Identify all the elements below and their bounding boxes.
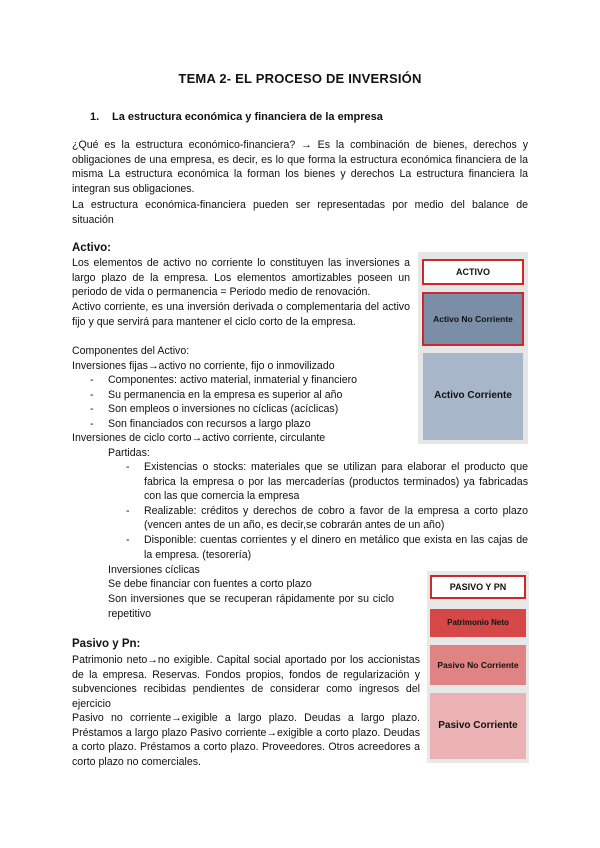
- activo-corriente-paragraph: Activo corriente, es una inversión derivada o complementaria del activo fijo y que servirá para mantener el ciclo corto de la empresa.: [72, 301, 410, 328]
- list-item: - Disponible: cuentas corrientes y el dinero en metálico que exista en las cajas de la empresa. (tesorería): [126, 533, 528, 562]
- list-item: - Realizable: créditos y derechos de cobro a favor de la empresa a corto plazo (vencen antes de un año, es decir,se cobrarán antes de un año): [126, 504, 528, 533]
- section-number: 1.: [90, 111, 100, 123]
- inversiones-ciclicas-line-2: Son inversiones que se recuperan rápidamente por su ciclo repetitivo: [108, 593, 394, 620]
- partidas-title: Partidas:: [108, 447, 150, 459]
- activo-corriente-box: Activo Corriente: [423, 353, 523, 440]
- inversiones-ciclicas-line-1: Se debe financiar con fuentes a corto plazo: [108, 578, 312, 590]
- pasivo-no-corriente-box: Pasivo No Corriente: [430, 645, 526, 685]
- list-item: - Componentes: activo material, inmaterial y financiero: [90, 373, 410, 388]
- inversiones-ciclicas-title: Inversiones cíclicas: [108, 564, 200, 576]
- activo-no-corriente-box: Activo No Corriente: [422, 292, 524, 346]
- activo-header-box: ACTIVO: [422, 259, 524, 285]
- inversiones-fijas-list: [90, 373, 410, 431]
- partidas-list: [126, 460, 528, 562]
- section-heading: [90, 110, 383, 125]
- patrimonio-paragraph: Patrimonio neto→no exigible. Capital social aportado por los accionistas de la empresa. Reservas. Fondos propios, fondos de regularización y subvenciones recibidas pendientes de considerar como ingresos del ejercicio: [72, 654, 420, 710]
- list-item: - Son financiados con recursos a largo plazo: [90, 417, 410, 432]
- activo-heading: Activo:: [72, 242, 111, 254]
- pasivo-heading: Pasivo y Pn:: [72, 638, 141, 650]
- page-title: TEMA 2- EL PROCESO DE INVERSIÓN: [178, 71, 422, 86]
- patrimonio-neto-box: Patrimonio Neto: [430, 609, 526, 637]
- activo-paragraph: Los elementos de activo no corriente lo constituyen las inversiones a largo plazo de la empresa. Los elementos amortizables poseen un periodo de vida o permanencia = Periodo medio de renovación.: [72, 257, 410, 299]
- componentes-title: Componentes del Activo:: [72, 345, 190, 357]
- pasivo-header-box: PASIVO Y PN: [430, 575, 526, 599]
- activo-diagram: [418, 252, 528, 444]
- list-item: - Son empleos o inversiones no cíclicas (acíclicas): [90, 402, 410, 417]
- intro-paragraph-2: La estructura económica-financiera pueden ser representadas por medio del balance de situación: [72, 199, 528, 226]
- list-item: - Existencias o stocks: materiales que se utilizan para elaborar el producto que fabrica la empresa o por las mercaderías (productos terminados) ya fabricadas con las que comercia la empresa: [126, 460, 528, 504]
- section-label: La estructura económica y financiera de la empresa: [112, 111, 383, 123]
- pasivo-paragraph: Pasivo no corriente→exigible a largo plazo. Deudas a largo plazo. Préstamos a largo plazo Pasivo corriente→exigible a corto plazo. Deudas a corto plazo. Préstamos a corto plazo. Proveedores. Otros acreedores a corto plazo no comerciales.: [72, 712, 420, 768]
- intro-paragraph: ¿Qué es la estructura económico-financiera? → Es la combinación de bienes, derechos y obligaciones de una empresa, es decir, es lo que forma la estructura económica financiera de la misma La estructura económica la forman los bienes y derechos La estructura financiera la integran sus obligaciones.: [72, 139, 528, 195]
- pasivo-diagram: [427, 571, 529, 763]
- list-item: - Su permanencia en la empresa es superior al año: [90, 388, 410, 403]
- pasivo-corriente-box: Pasivo Corriente: [430, 693, 526, 759]
- inversiones-ciclo-corto-title: Inversiones de ciclo corto→activo corriente, circulante: [72, 432, 326, 444]
- inversiones-fijas-title: Inversiones fijas→activo no corriente, fijo o inmovilizado: [72, 360, 335, 372]
